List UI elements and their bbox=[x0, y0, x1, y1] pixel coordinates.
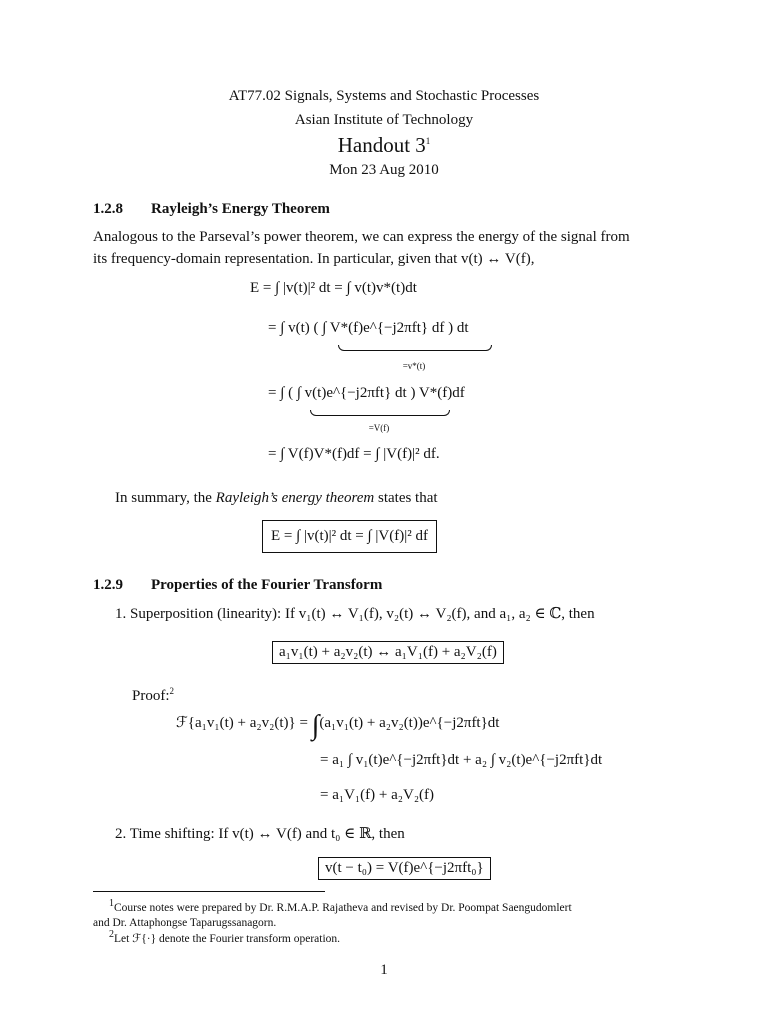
equation-line-4: = ∫ V(f)V*(f)df = ∫ |V(f)|² df. bbox=[268, 446, 440, 462]
institute-name: Asian Institute of Technology bbox=[294, 112, 474, 128]
underbrace-2 bbox=[310, 410, 450, 416]
underbrace-label-2: =V(f) bbox=[368, 423, 390, 433]
time-shifting-item: 2. Time shifting: If v(t) ↔ V(f) and t₀ ∈ ℝ, then bbox=[115, 826, 405, 842]
course-title: AT77.02 Signals, Systems and Stochastic Processes bbox=[228, 88, 540, 104]
boxed-time-shifting: v(t − t₀) = V(f)e^{−j2πft₀} bbox=[318, 857, 491, 880]
proof-label: Proof:$^2$ bbox=[132, 686, 174, 704]
superposition-item: 1. Superposition (linearity): If v₁(t) ↔ V₁(f), v₂(t) ↔ V₂(f), and a₁, a₂ ∈ ℂ, then bbox=[115, 606, 595, 622]
section-intro: Analogous to the Parseval’s power theorem, we can express the energy of the signal from its frequency-domain representation. In particular, given that v(t) ↔ V(f), bbox=[93, 229, 630, 267]
page-number: 1 bbox=[380, 962, 388, 978]
handout-title: Handout $3^1$ bbox=[337, 133, 431, 157]
proof-line-2: = a₁ ∫ v₁(t)e^{−j2πft}dt + a₂ ∫ v₂(t)e^{−j2πft}dt bbox=[320, 752, 603, 768]
footnote-2: $^2$Let ℱ{·} denote the Fourier transform operation. bbox=[109, 929, 341, 945]
proof-line-1: ℱ{a₁v₁(t) + a₂v₂(t)} = ∫(a₁v₁(t) + a₂v₂(t))e^{−j2πft}dt bbox=[176, 710, 500, 741]
footnote-rule bbox=[93, 891, 325, 892]
boxed-rayleigh-theorem: E = ∫ |v(t)|² dt = ∫ |V(f)|² df bbox=[262, 520, 437, 553]
proof-line-3: = a₁V₁(f) + a₂V₂(f) bbox=[320, 787, 435, 803]
footnote-1: $^1$Course notes were prepared by Dr. R.M.A.P. Rajatheva and revised by Dr. Poompat Saengudomlert and Dr. Attaphongse Taparugssanagorn. bbox=[93, 898, 572, 929]
equation-line-3: = ∫ ( ∫ v(t)e^{−j2πft} dt ) V*(f)df bbox=[268, 385, 465, 401]
section-heading-1-2-9: 1.2.9 Properties of the Fourier Transform bbox=[93, 577, 383, 593]
boxed-superposition: a₁v₁(t) + a₂v₂(t) ↔ a₁V₁(f) + a₂V₂(f) bbox=[272, 641, 504, 664]
handout-date: Mon 23 Aug 2010 bbox=[329, 162, 439, 178]
summary-sentence: In summary, the Rayleigh’s energy theorem states that bbox=[115, 490, 438, 506]
underbrace-1 bbox=[338, 345, 492, 351]
section-heading-1-2-8: 1.2.8 Rayleigh’s Energy Theorem bbox=[93, 201, 330, 217]
equation-line-2: = ∫ v(t) ( ∫ V*(f)e^{−j2πft} df ) dt bbox=[268, 320, 469, 336]
equation-line-1: E = ∫ |v(t)|² dt = ∫ v(t)v*(t)dt bbox=[250, 280, 417, 296]
underbrace-label-1: =v*(t) bbox=[402, 361, 426, 371]
